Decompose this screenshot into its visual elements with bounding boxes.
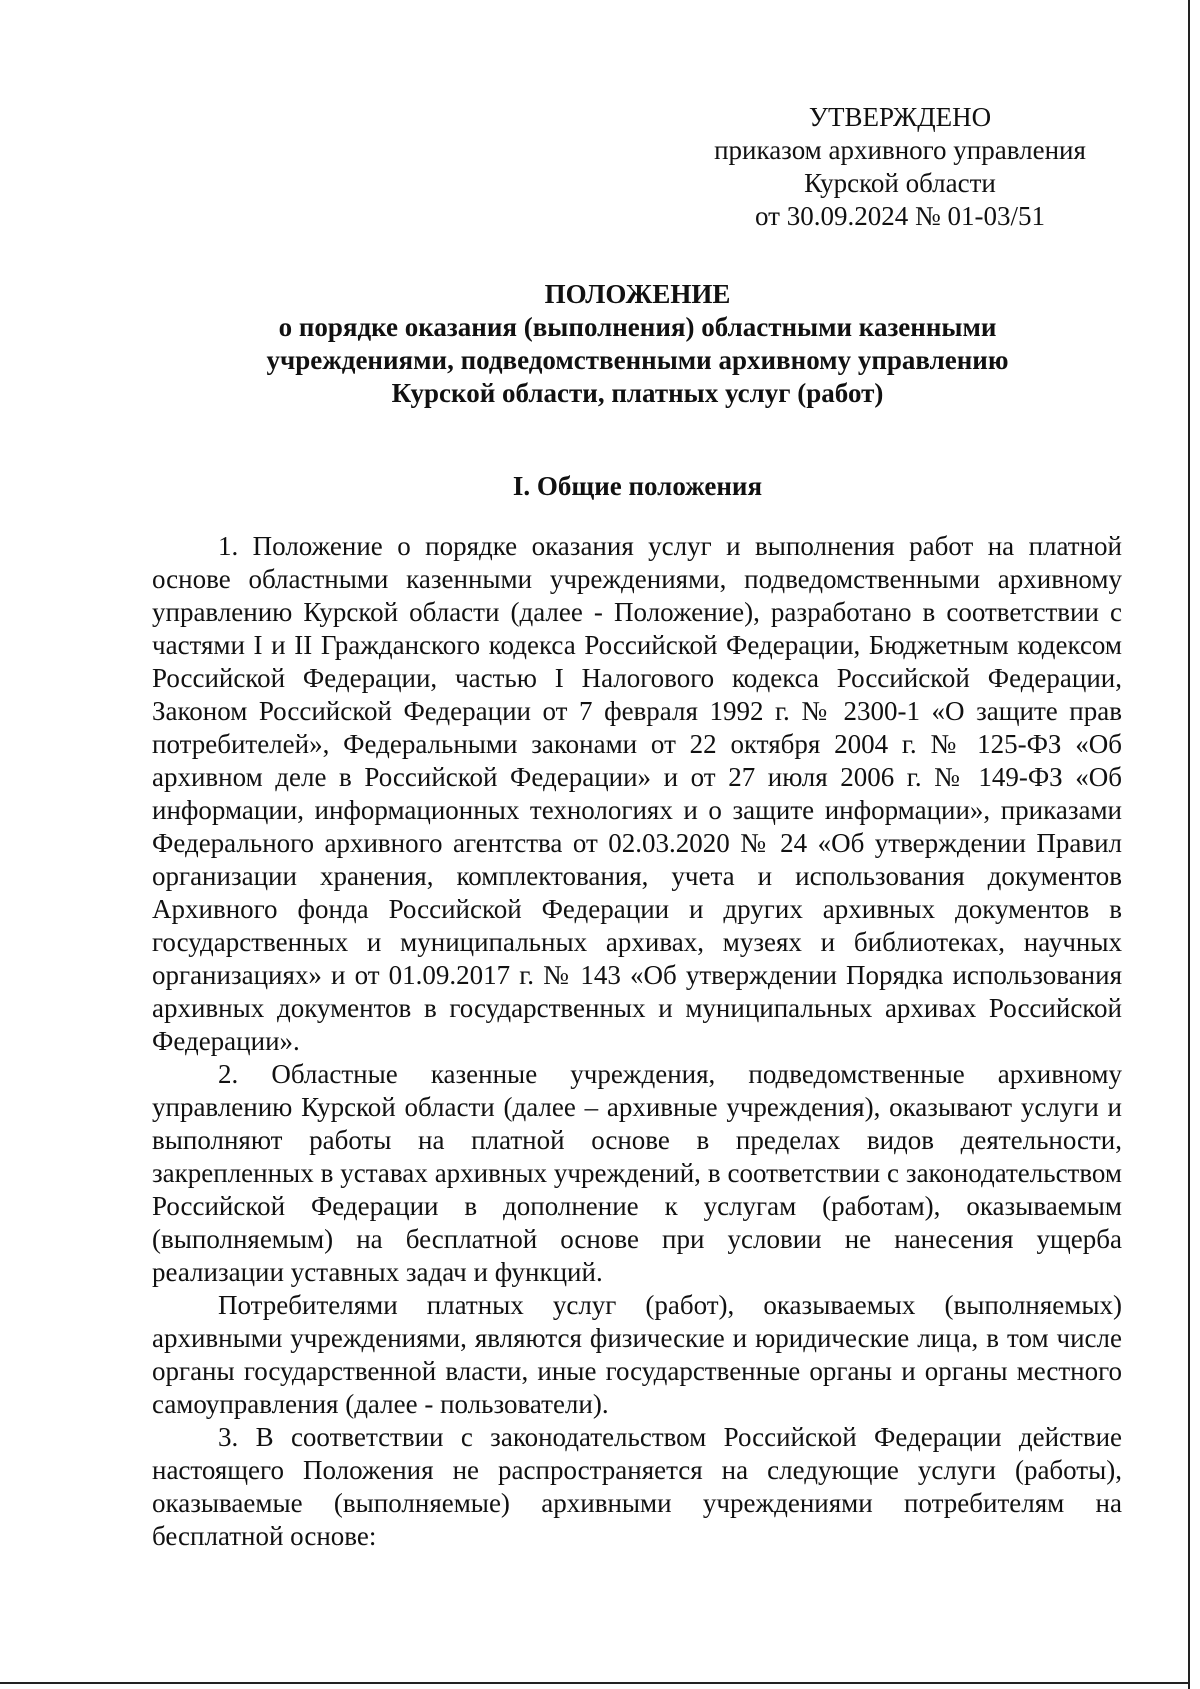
approval-stamp-block [680,101,1120,233]
title-heading: ПОЛОЖЕНИЕ [544,279,731,309]
title-subtitle-line-1: о порядке оказания (выполнения) областными казенными [278,312,997,342]
approval-date-number: от 30.09.2024 № 01-03/51 [755,201,1045,231]
title-subtitle-line-3: Курской области, платных услуг (работ) [391,378,884,408]
paragraph-3: 3. В соответствии с законодательством Российской Федерации действие настоящего Положения не распространяется на следующие услуги (работы), оказываемые (выполняемые) архивными учреждениями потребителям на бесплатной основе: [152,1422,1122,1551]
paragraph-1: 1. Положение о порядке оказания услуг и выполнения работ на платной основе областными казенными учреждениями, подведомственными архивному управлению Курской области (далее - Положение), разработано в соответствии с частями I и II Гражданского кодекса Российской Федерации, Бюджетным кодексом Российской Федерации, частью I Налогового кодекса Российской Федерации, Законом Российской Федерации от 7 февраля 1992 г. № 2300-1 «О защите прав потребителей», Федеральными законами от 22 октября 2004 г. № 125-ФЗ «Об архивном деле в Российской Федерации» и от 27 июля 2006 г. № 149-ФЗ «Об информации, информационных технологиях и о защите информации», приказами Федерального архивного агентства от 02.03.2020 № 24 «Об утверждении Правил организации хранения, комплектования, учета и использования документов Архивного фонда Российской Федерации и других архивных документов в государственных и муниципальных архивах, музеях и библиотеках, научных организациях» и от 01.09.2017 г. № 143 «Об утверждении Порядка использования архивных документов в государственных и муниципальных архивах Российской Федерации». [152,531,1122,1056]
approval-order-line: приказом архивного управления [714,135,1086,165]
document-body [152,530,1122,1553]
section-heading: I. Общие положения [512,471,763,501]
approval-region-line: Курской области [804,168,996,198]
paragraph-2: 2. Областные казенные учреждения, подведомственные архивному управлению Курской области (далее – архивные учреждения), оказывают услуги и выполняют работы на платной основе в пределах видов деятельности, закрепленных в уставах архивных учреждений, в соответствии с законодательством Российской Федерации в дополнение к услугам (работам), оказываемым (выполняемым) на бесплатной основе при условии не нанесения ущерба реализации уставных задач и функций. [152,1059,1122,1287]
paragraph-consumers: Потребителями платных услуг (работ), оказываемых (выполняемых) архивными учреждениями, являются физические и юридические лица, в том числе органы государственной власти, иные государственные органы и органы местного самоуправления (далее - пользователи). [152,1290,1122,1419]
scan-border-right [1188,0,1190,1689]
document-title [150,278,1125,410]
scan-border-bottom [0,1682,1190,1684]
title-subtitle-line-2: учреждениями, подведомственными архивному управлению [266,345,1009,375]
approval-heading: УТВЕРЖДЕНО [808,102,992,132]
